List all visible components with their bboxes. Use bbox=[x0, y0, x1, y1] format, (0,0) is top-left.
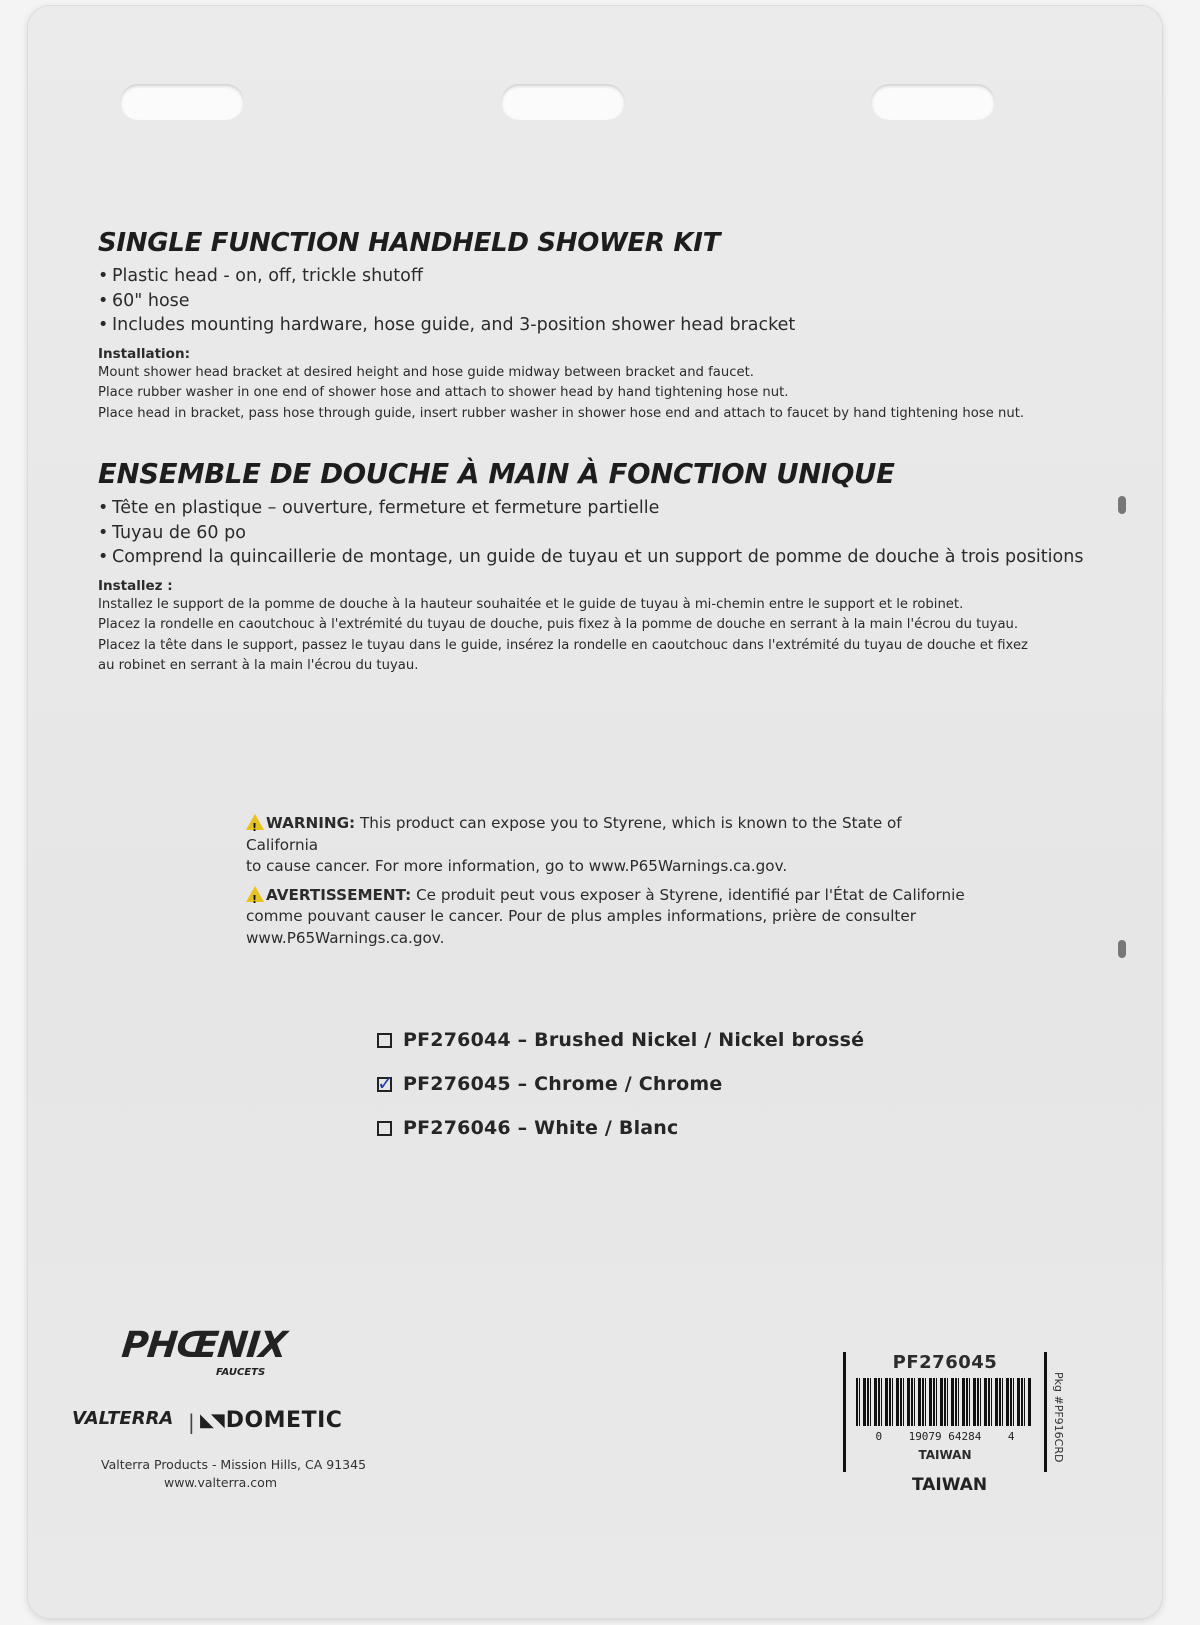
feature-item: • Tuyau de 60 po bbox=[98, 521, 1118, 546]
logo-divider: | bbox=[188, 1410, 195, 1434]
checked-checkbox-icon bbox=[377, 1077, 392, 1092]
barcode-number: 0 19079 64284 4 bbox=[875, 1430, 1015, 1443]
installation-line: Place head in bracket, pass hose through guide, insert rubber washer in shower hose end and attach to faucet by hand tightening hose nut. bbox=[98, 405, 1025, 421]
feature-item: • 60" hose bbox=[98, 289, 1108, 314]
card-notch bbox=[1118, 496, 1126, 514]
dometic-logo bbox=[200, 1408, 342, 1433]
barcode-country: TAIWAN bbox=[918, 1448, 972, 1462]
valterra-logo: VALTERRA bbox=[72, 1408, 174, 1429]
warning-text: This product can expose you to Styrene, which is known to the State of California bbox=[246, 814, 902, 854]
installation-line: Place rubber washer in one end of shower hose and attach to shower head by hand tightening hose nut. bbox=[98, 385, 789, 400]
installation-line: Placez la rondelle en caoutchouc à l'extrémité du tuyau de douche, puis fixez à la pomme de douche en serrant à la main l'écrou du tuyau. bbox=[98, 617, 1019, 632]
finish-option-label: PF276045 – Chrome / Chrome bbox=[403, 1073, 723, 1095]
english-heading: SINGLE FUNCTION HANDHELD SHOWER KIT bbox=[98, 228, 721, 258]
phoenix-subtitle: FAUCETS bbox=[216, 1367, 266, 1378]
dometic-wordmark: DOMETIC bbox=[225, 1408, 343, 1433]
english-section bbox=[98, 228, 1108, 424]
checkbox-icon bbox=[377, 1121, 392, 1136]
installation-label: Installez : bbox=[98, 577, 173, 594]
hang-slot-left bbox=[120, 84, 244, 120]
installation-line: Installez le support de la pomme de douche à la hauteur souhaitée et le guide de tuyau à mi-chemin entre le support et le robinet. bbox=[98, 596, 964, 612]
checkbox-icon bbox=[377, 1033, 392, 1048]
barcode-bars-icon bbox=[856, 1378, 1032, 1426]
phoenix-wordmark: PHŒNIX bbox=[119, 1325, 288, 1366]
finish-option-label: PF276044 – Brushed Nickel / Nickel brossé bbox=[403, 1029, 865, 1051]
website-link: www.valterra.com bbox=[164, 1475, 278, 1490]
package-code: Pkg #PF916CRD bbox=[1052, 1372, 1065, 1463]
feature-item: • Plastic head - on, off, trickle shutoff bbox=[98, 264, 1108, 289]
warning-text: Ce produit peut vous exposer à Styrene, identifié par l'État de Californie bbox=[411, 885, 965, 904]
warning-text: www.P65Warnings.ca.gov. bbox=[246, 928, 445, 947]
english-feature-list bbox=[98, 264, 1108, 338]
country-of-origin: TAIWAN bbox=[912, 1475, 988, 1495]
warning-label: AVERTISSEMENT: bbox=[266, 885, 412, 904]
warning-triangle-icon bbox=[246, 814, 264, 830]
installation-label: Installation: bbox=[98, 345, 190, 362]
warning-label: WARNING: bbox=[266, 814, 356, 832]
hang-slot-right bbox=[871, 84, 995, 120]
french-heading: ENSEMBLE DE DOUCHE À MAIN À FONCTION UNIQUE bbox=[98, 458, 895, 490]
installation-line: au robinet en serrant à la main l'écrou du tuyau. bbox=[98, 658, 419, 673]
warning-text: to cause cancer. For more information, go to www.P65Warnings.ca.gov. bbox=[246, 857, 788, 875]
finish-options bbox=[377, 1018, 864, 1150]
french-section bbox=[98, 458, 1118, 677]
company-address bbox=[101, 1456, 366, 1492]
feature-item: • Tête en plastique – ouverture, fermeture et fermeture partielle bbox=[98, 496, 1118, 521]
phoenix-logo bbox=[119, 1325, 288, 1378]
french-feature-list bbox=[98, 496, 1118, 570]
warning-text: comme pouvant causer le cancer. Pour de plus amples informations, prière de consulter bbox=[246, 907, 916, 925]
upc-barcode-label bbox=[843, 1352, 1047, 1472]
address-line: Valterra Products - Mission Hills, CA 91345 bbox=[101, 1457, 367, 1472]
warning-triangle-icon bbox=[246, 886, 264, 902]
installation-line: Mount shower head bracket at desired height and hose guide midway between bracket and faucet. bbox=[98, 364, 754, 380]
installation-line: Placez la tête dans le support, passez le tuyau dans le guide, insérez la rondelle en caoutchouc dans l'extrémité du tuyau de douche et fixez bbox=[98, 637, 1028, 653]
finish-option bbox=[377, 1106, 864, 1150]
feature-item: • Includes mounting hardware, hose guide, and 3-position shower head bracket bbox=[98, 313, 1108, 338]
feature-item: • Comprend la quincaillerie de montage, un guide de tuyau et un support de pomme de douche à trois positions bbox=[98, 545, 1118, 570]
prop65-warning bbox=[246, 812, 966, 955]
finish-option bbox=[377, 1018, 864, 1062]
barcode-sku: PF276045 bbox=[892, 1352, 998, 1373]
dometic-chevron-icon: ◣◥ bbox=[200, 1410, 222, 1431]
finish-option bbox=[377, 1062, 864, 1106]
card-notch bbox=[1118, 940, 1126, 958]
hang-slot-center bbox=[501, 84, 625, 120]
finish-option-label: PF276046 – White / Blanc bbox=[403, 1117, 679, 1139]
